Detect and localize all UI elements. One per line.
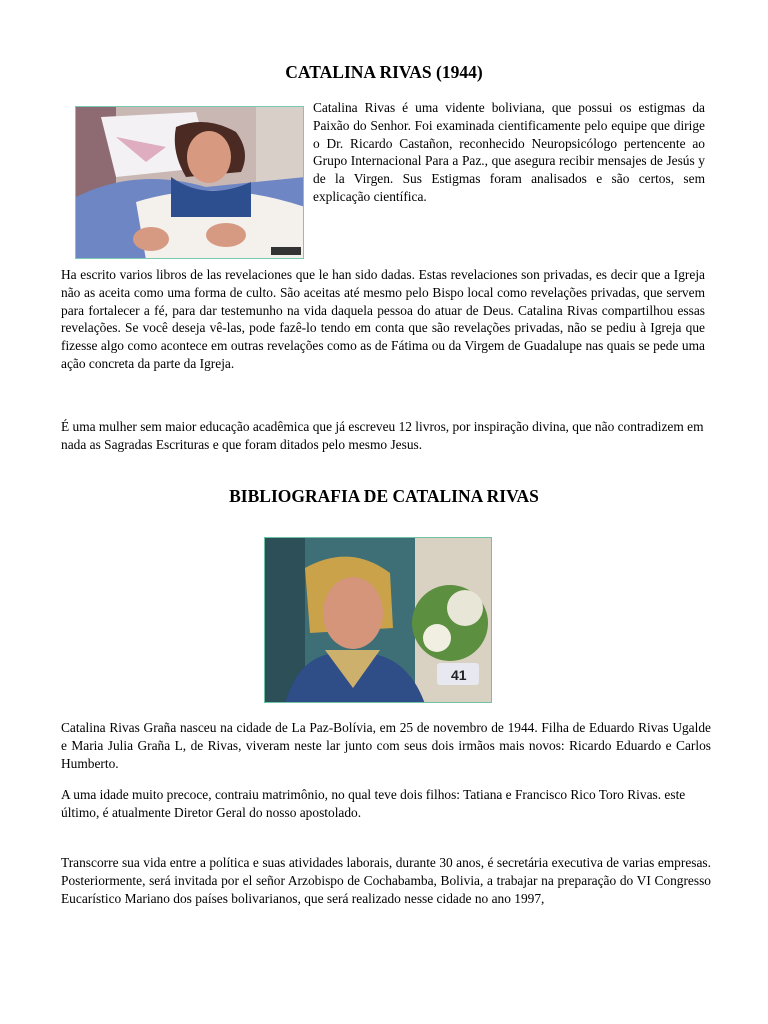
section-title: BIBLIOGRAFIA DE CATALINA RIVAS	[229, 486, 539, 506]
paragraph-career: Transcorre sua vida entre a política e suas atividades laborais, durante 30 anos, é secretária executiva de varias empresas. Posteriormente, será invitada por el señor Arzobispo de Cochabamba, Bolivia, a trabajar na preparação do VI Congresso Eucarístico Mariano dos países bolivarianos, que será realizado nesse cidade no ano 1997,	[61, 855, 711, 906]
intro-paragraph: Catalina Rivas é uma vidente boliviana, que possui os estigmas da Paixão do Senhor. Foi examinada cientificamente pelo equipe que dirige o Dr. Ricardo Castañon, reconhecido Neuropsicólogo pertencente ao Grupo Internacional Para a Paz., que asegura recibir mensajes de Jesús y de la Virgen. Sus Estigmas foram analisados e são certos, sem explicação científica.	[313, 100, 705, 204]
paragraph-marriage: A uma idade muito precoce, contraiu matrimônio, no qual teve dois filhos: Tatiana e Francisco Rico Toro Rivas. este último, é atualmente Diretor Geral do nosso apostolado.	[61, 787, 686, 820]
photo-woman-in-bed	[75, 106, 304, 259]
paragraph-education: É uma mulher sem maior educação acadêmica que já escreveu 12 livros, por inspiração divina, que não contradizem em nada as Sagradas Escrituras e que foram ditados pelo mesmo Jesus.	[61, 419, 704, 452]
photo-tv-interview	[264, 537, 492, 703]
tv-logo-text: 41	[451, 667, 467, 683]
paragraph-birth: Catalina Rivas Graña nasceu na cidade de La Paz-Bolívia, em 25 de novembro de 1944. Filha de Eduardo Rivas Ugalde e Maria Julia Graña L, de Rivas, viveram neste lar junto com seus dois irmãos mais novos: Ricardo Eduardo e Carlos Humberto.	[61, 720, 711, 771]
paragraph-revelations: Ha escrito varios libros de las revelaciones que le han sido dadas. Estas revelaciones son privadas, es decir que a Igreja não as aceita como uma forma de culto. São aceitas até mesmo pelo Bispo local como revelações privadas, que servem para fortalecer a fé, para dar testemunho na vida daquela pessoa do atuar de Deus. Catalina Rivas compartilhou essas revelações. Se você deseja vê-las, pode fazê-lo tendo em conta que são revelações privadas, não se pediu à Igreja que fizesse algo como acontece em outras revelações como as de Fátima ou da Virgem de Guadalupe nas quais se pede uma ação concreta da parte da Igreja.	[61, 267, 705, 371]
page-title: CATALINA RIVAS (1944)	[285, 62, 483, 82]
